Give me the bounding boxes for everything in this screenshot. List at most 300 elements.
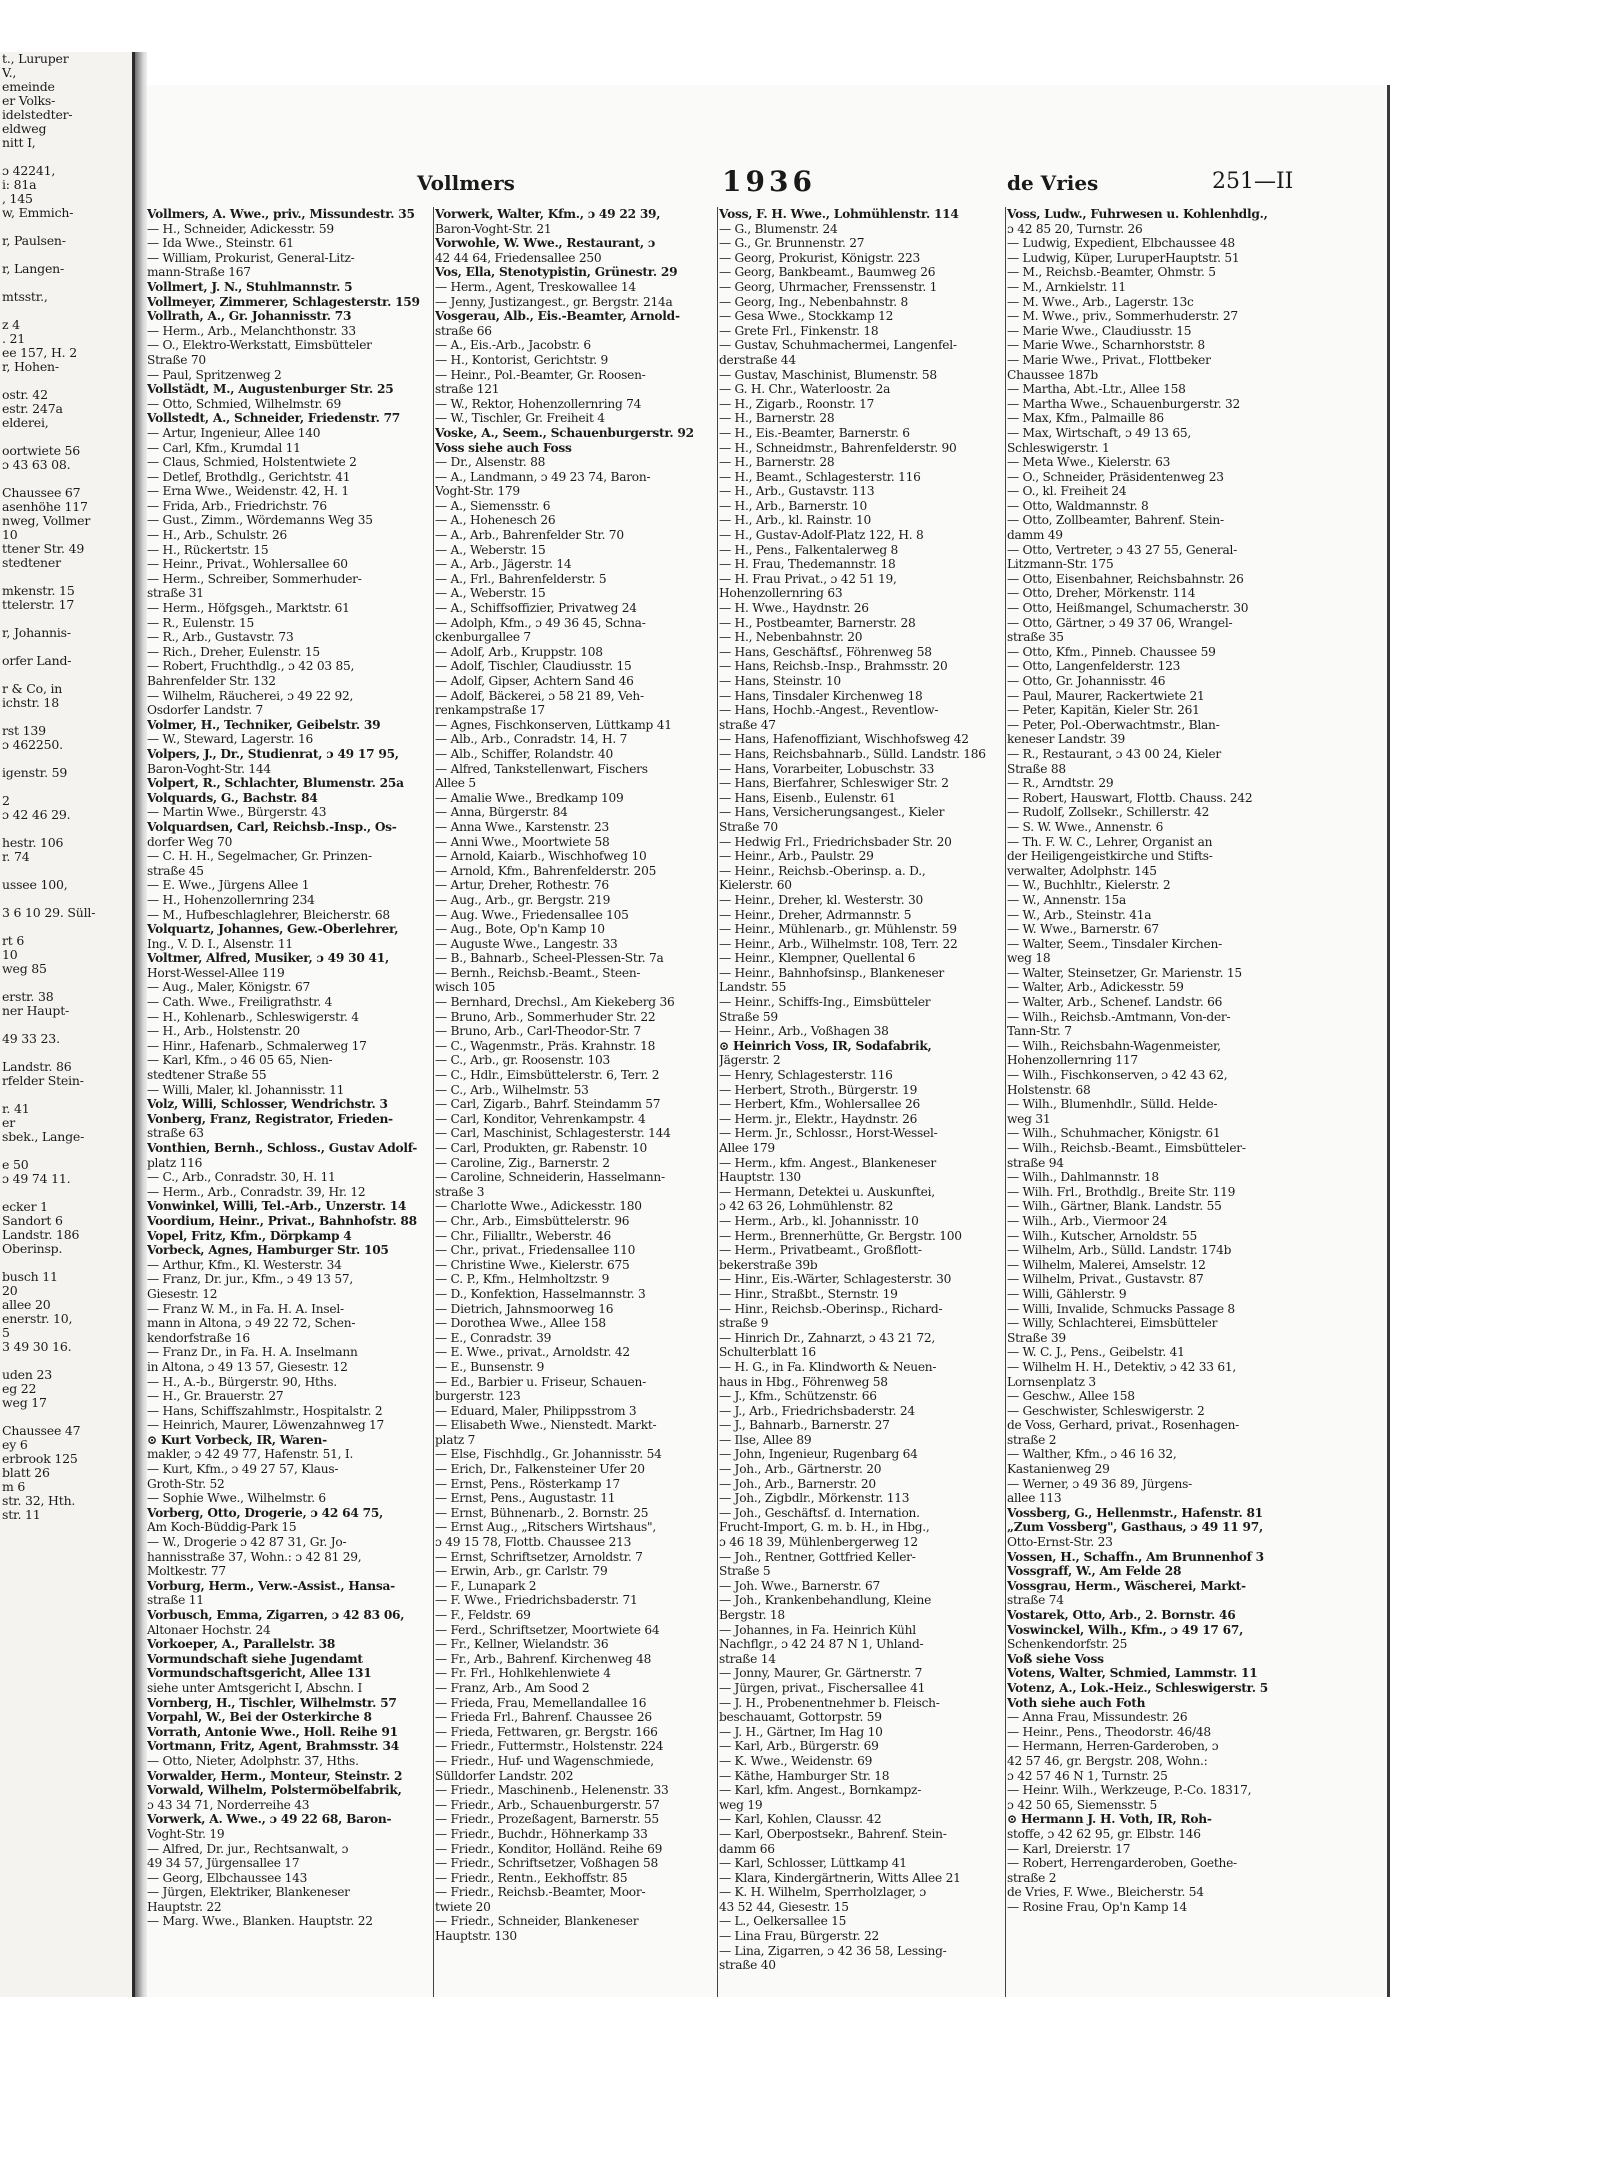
fragment-line [0, 668, 132, 682]
directory-entry: — Otto, Schmied, Wilhelmstr. 69 [147, 396, 341, 411]
directory-entry: — Joh., Rentner, Gottfried Keller- [719, 1549, 916, 1564]
directory-entry: — Bernh., Reichsb.-Beamt., Steen- [435, 965, 641, 980]
directory-entry: straße 94 [1007, 1155, 1064, 1170]
directory-entry: — Friedr., Futtermstr., Holstenstr. 224 [435, 1739, 664, 1754]
directory-entry: — Hans, Versicherungsangest., Kieler [719, 805, 945, 820]
directory-entry: — Heinr., Privat., Wohlersallee 60 [147, 557, 348, 572]
directory-entry: Holstenstr. 68 [1007, 1082, 1091, 1097]
fragment-line: elderei, [2, 415, 49, 430]
fragment-line: blatt 26 [2, 1465, 50, 1480]
directory-entry: — Erna Wwe., Weidenstr. 42, H. 1 [147, 484, 349, 499]
directory-entry: — Heinr., Dreher, Adrmannstr. 5 [719, 907, 912, 922]
directory-entry: — Hans, Steinstr. 10 [719, 674, 841, 688]
directory-entry: — Peter, Kapitän, Kieler Str. 261 [1007, 703, 1200, 718]
directory-entry: — C., Arb., gr. Roosenstr. 103 [435, 1053, 610, 1068]
directory-entry: — Friedr., Arb., Schauenburgerstr. 57 [435, 1797, 660, 1812]
directory-entry: — Otto, Gärtner, ɔ 49 37 06, Wrangel- [1007, 615, 1233, 630]
column-rule [717, 207, 718, 1997]
directory-entry: — H., Zigarb., Roonstr. 17 [719, 396, 875, 411]
fragment-line: emeinde [2, 79, 55, 94]
directory-entry: — William, Prokurist, General-Litz- [147, 250, 355, 265]
directory-entry: — H., Postbeamter, Barnerstr. 28 [719, 615, 916, 630]
directory-entry: verwalter, Adolphstr. 145 [1007, 863, 1157, 878]
fragment-line [0, 1256, 132, 1270]
directory-entry: — Hinr., Hafenarb., Schmalerweg 17 [147, 1038, 367, 1053]
directory-entry: — Joh., Zigbdlr., Mörkenstr. 113 [719, 1491, 910, 1506]
directory-entry: — Herm., Höfgsgeh., Marktstr. 61 [147, 601, 350, 616]
directory-entry: — C., Arb., Wilhelmstr. 53 [435, 1082, 589, 1097]
directory-entry: — H., Barnerstr. 28 [719, 455, 835, 470]
fragment-line: rt 6 [2, 933, 25, 948]
fragment-line [0, 374, 132, 388]
directory-entry: — Eduard, Maler, Philippsstrom 3 [435, 1403, 637, 1418]
directory-entry: — Hinr., Reichsb.-Oberinsp., Richard- [719, 1301, 943, 1316]
directory-entry: — Rosine Frau, Op'n Kamp 14 [1007, 1899, 1188, 1914]
directory-entry: Vossberg, G., Hellenmstr., Hafenstr. 81 [1007, 1505, 1263, 1520]
directory-entry: ⊙ Kurt Vorbeck, IR, Waren- [147, 1432, 327, 1447]
fragment-line: Sandort 6 [2, 1213, 63, 1228]
directory-page [147, 85, 1387, 1997]
directory-entry: siehe unter Amtsgericht I, Abschn. I [147, 1680, 363, 1695]
fragment-line: uden 23 [2, 1367, 52, 1382]
directory-entry: — Ernst Aug., „Ritschers Wirtshaus", [435, 1520, 657, 1535]
directory-entry: — Frida, Arb., Friedrichstr. 76 [147, 498, 327, 513]
directory-entry: — Aug., Arb., gr. Bergstr. 219 [435, 892, 611, 907]
directory-entry: mann in Altona, ɔ 49 22 72, Schen- [147, 1316, 356, 1331]
directory-entry: — Dr., Alsenstr. 88 [435, 455, 546, 470]
directory-entry: Vornberg, H., Tischler, Wilhelmstr. 57 [147, 1695, 397, 1710]
directory-entry: — Herm., Privatbeamt., Großflott- [719, 1243, 922, 1258]
directory-entry: Vollstädt, M., Augustenburger Str. 25 [147, 382, 394, 397]
directory-entry: stoffe, ɔ 42 62 95, gr. Elbstr. 146 [1007, 1826, 1201, 1841]
directory-entry: — Karl, kfm. Angest., Bornkampz- [719, 1783, 922, 1798]
directory-entry: — Ferd., Schriftsetzer, Moortwiete 64 [435, 1622, 660, 1637]
directory-entry: Moltkestr. 77 [147, 1564, 226, 1579]
directory-entry: — Hans, Hafenoffiziant, Wischhofsweg 42 [719, 732, 969, 747]
directory-entry: — Frieda, Frau, Memellandallee 16 [435, 1695, 647, 1710]
directory-entry: — Heinr., Bahnhofsinsp., Blankeneser [719, 965, 944, 980]
directory-entry: straße 121 [435, 382, 500, 397]
directory-entry: — Dietrich, Jahnsmoorweg 16 [435, 1301, 614, 1316]
directory-entry: — Geschwister, Schleswigerstr. 2 [1007, 1403, 1205, 1418]
directory-entry: Vollrath, A., Gr. Johannisstr. 73 [147, 309, 352, 324]
directory-entry: — J. H., Probenentnehmer b. Fleisch- [719, 1695, 940, 1710]
directory-entry: — H., Arb., Schulstr. 26 [147, 528, 288, 543]
directory-entry: — Walter, Steinsetzer, Gr. Marienstr. 15 [1007, 965, 1242, 980]
directory-entry: — Robert, Herrengarderoben, Goethe- [1007, 1856, 1237, 1871]
fragment-line: erbrook 125 [2, 1451, 78, 1466]
directory-entry: — C., Wagenmstr., Präs. Krahnstr. 18 [435, 1038, 656, 1053]
directory-entry: — Friedr., Schneider, Blankeneser [435, 1914, 639, 1929]
fragment-line: er Volks- [2, 93, 56, 108]
directory-entry: makler, ɔ 42 49 77, Hafenstr. 51, I. [147, 1447, 354, 1462]
directory-entry: — Heinr. Wilh., Werkzeuge, P.-Co. 18317, [1007, 1783, 1252, 1798]
fragment-line: w, Emmich- [2, 205, 74, 220]
directory-entry: — Jürgen, Elektriker, Blankeneser [147, 1885, 350, 1900]
fragment-line: , 145 [2, 191, 33, 206]
fragment-line: m 6 [2, 1479, 26, 1494]
directory-entry: Voss, F. H. Wwe., Lohmühlenstr. 114 [719, 207, 959, 221]
directory-entry: — Georg, Elbchaussee 143 [147, 1870, 308, 1885]
directory-entry: der Heiligengeistkirche und Stifts- [1007, 849, 1213, 864]
directory-entry: — Max, Kfm., Palmaille 86 [1007, 411, 1164, 426]
fragment-line: 3 49 30 16. [2, 1339, 72, 1354]
header-left-keyword: Vollmers [417, 171, 515, 195]
directory-entry: — Werner, ɔ 49 36 89, Jürgens- [1007, 1476, 1192, 1491]
column-3 [719, 207, 1004, 1997]
fragment-line [0, 1354, 132, 1368]
directory-entry: Voordium, Heinr., Privat., Bahnhofstr. 88 [147, 1213, 417, 1228]
fragment-line: Landstr. 86 [2, 1059, 72, 1074]
directory-entry: beschauamt, Gottorpstr. 59 [719, 1710, 882, 1725]
directory-entry: Litzmann-Str. 175 [1007, 557, 1114, 572]
directory-entry: — Ilse, Allee 89 [719, 1432, 812, 1447]
entry-columns [147, 207, 1387, 1997]
directory-entry: straße 14 [719, 1651, 776, 1666]
directory-entry: — W., Buchhltr., Kielerstr. 2 [1007, 878, 1171, 893]
directory-entry: — Wilhelm, Räucherei, ɔ 49 22 92, [147, 688, 354, 703]
directory-entry: — John, Ingenieur, Rugenbarg 64 [719, 1447, 918, 1462]
previous-page-fragment [0, 52, 135, 1997]
directory-entry: — Cath. Wwe., Freiligrathstr. 4 [147, 995, 333, 1010]
fragment-line [0, 150, 132, 164]
directory-entry: — Otto, Eisenbahner, Reichsbahnstr. 26 [1007, 571, 1244, 586]
directory-entry: — Bruno, Arb., Carl-Theodor-Str. 7 [435, 1024, 642, 1039]
directory-entry: — J., Arb., Friedrichsbaderstr. 24 [719, 1403, 915, 1418]
directory-entry: — Friedr., Buchdr., Höhnerkamp 33 [435, 1826, 648, 1841]
directory-entry: Vorwohle, W. Wwe., Restaurant, ɔ [435, 236, 656, 251]
fragment-line: oortwiete 56 [2, 443, 81, 458]
column-rule [433, 207, 434, 1997]
fragment-line: eg 22 [2, 1381, 37, 1396]
fragment-line: t., Luruper [2, 52, 69, 66]
directory-entry: — C., Arb., Conradstr. 30, H. 11 [147, 1170, 336, 1185]
directory-entry: — Herm., Brennerhütte, Gr. Bergstr. 100 [719, 1228, 962, 1243]
directory-entry: — Arnold, Kfm., Bahrenfelderstr. 205 [435, 863, 657, 878]
directory-entry: — M. Wwe., Arb., Lagerstr. 13c [1007, 294, 1194, 309]
fragment-line [0, 1144, 132, 1158]
directory-entry: Vossen, H., Schaffn., Am Brunnenhof 3 [1007, 1549, 1264, 1564]
directory-entry: Volquards, G., Bachstr. 84 [147, 790, 318, 805]
fragment-line: stedtener [2, 555, 61, 570]
fragment-line: igenstr. 59 [2, 765, 68, 780]
directory-entry: — W., Arb., Steinstr. 41a [1007, 907, 1152, 922]
directory-entry: — Caroline, Zig., Barnerstr. 2 [435, 1155, 610, 1170]
directory-entry: Volquardsen, Carl, Reichsb.-Insp., Os- [147, 819, 397, 834]
directory-entry: straße 31 [147, 586, 204, 601]
directory-entry: — Friedr., Reichsb.-Beamter, Moor- [435, 1885, 646, 1900]
fragment-line: nitt I, [2, 135, 36, 150]
directory-entry: — H., Nebenbahnstr. 20 [719, 630, 863, 645]
directory-entry: — Hans, Reichsb.-Insp., Brahmsstr. 20 [719, 659, 948, 674]
directory-entry: — Georg, Uhrmacher, Frenssenstr. 1 [719, 279, 938, 294]
directory-entry: — Herbert, Stroth., Bürgerstr. 19 [719, 1082, 918, 1097]
directory-entry: — Aug., Maler, Königstr. 67 [147, 980, 311, 995]
directory-entry: — Arthur, Kfm., Kl. Westerstr. 34 [147, 1257, 342, 1272]
directory-entry: — Walter, Seem., Tinsdaler Kirchen- [1007, 936, 1222, 951]
directory-entry: — A., Weberstr. 15 [435, 586, 546, 601]
directory-entry: Hauptstr. 22 [147, 1899, 222, 1914]
directory-entry: Straße 59 [719, 1009, 778, 1024]
fragment-line: ostr. 42 [2, 387, 48, 402]
directory-entry: — Wilh., Reichsbahn-Wagenmeister, [1007, 1038, 1221, 1053]
directory-entry: — Alb., Arb., Conradstr. 14, H. 7 [435, 732, 628, 747]
directory-entry: — Anna Wwe., Karstenstr. 23 [435, 819, 610, 834]
directory-entry: — Heinr., Pol.-Beamter, Gr. Roosen- [435, 367, 646, 382]
directory-entry: — Hedwig Frl., Friedrichsbader Str. 20 [719, 834, 952, 849]
directory-entry: — M. Wwe., priv., Sommerhuderstr. 27 [1007, 309, 1238, 324]
directory-entry: — Friedr., Konditor, Holländ. Reihe 69 [435, 1841, 663, 1856]
fragment-line: str. 11 [2, 1507, 41, 1522]
directory-entry: — Heinr., Pens., Theodorstr. 46/48 [1007, 1724, 1211, 1739]
fragment-line: r. 41 [2, 1101, 30, 1116]
directory-entry: — Heinr., Schiffs-Ing., Eimsbütteler [719, 995, 931, 1010]
directory-entry: — Carl, Maschinist, Schlagesterstr. 144 [435, 1126, 671, 1141]
directory-entry: Volpert, R., Schlachter, Blumenstr. 25a [147, 776, 404, 791]
directory-entry: — Otto, Gr. Johannisstr. 46 [1007, 674, 1166, 688]
directory-entry: — H., Barnerstr. 28 [719, 411, 835, 426]
directory-entry: — Anna Frau, Missundestr. 26 [1007, 1710, 1188, 1725]
directory-entry: — H., Schneidmstr., Bahrenfelderstr. 90 [719, 440, 957, 455]
directory-entry: straße 11 [147, 1593, 204, 1608]
directory-entry: — H., Pens., Falkentalerweg 8 [719, 542, 899, 557]
directory-entry: haus in Hbg., Föhrenweg 58 [719, 1374, 888, 1389]
directory-entry: de Vries, F. Wwe., Bleicherstr. 54 [1007, 1885, 1204, 1900]
directory-entry: Vosgerau, Alb., Eis.-Beamter, Arnold- [435, 309, 680, 324]
directory-entry: — Adolf, Tischler, Claudiusstr. 15 [435, 659, 632, 674]
directory-entry: — Marie Wwe., Scharnhorststr. 8 [1007, 338, 1205, 353]
fragment-line: busch 11 [2, 1269, 58, 1284]
page-edge [1387, 85, 1390, 1997]
page-number: 251—II [1212, 169, 1294, 194]
directory-entry: stedtener Straße 55 [147, 1068, 267, 1083]
directory-entry: Hauptstr. 130 [435, 1929, 517, 1944]
directory-entry: — Peter, Pol.-Oberwachtmstr., Blan- [1007, 717, 1220, 732]
directory-entry: Vormundschaft siehe Jugendamt [147, 1651, 363, 1666]
directory-entry: — Dorothea Wwe., Allee 158 [435, 1316, 606, 1331]
fragment-line: ee 157, H. 2 [2, 345, 77, 360]
directory-entry: — Hinr., Eis.-Wärter, Schlagesterstr. 30 [719, 1272, 952, 1287]
fragment-line: ɔ 49 74 11. [2, 1171, 71, 1186]
directory-entry: Horst-Wessel-Allee 119 [147, 965, 285, 980]
directory-entry: Vollmeyer, Zimmerer, Schlagesterstr. 159 [147, 294, 420, 309]
fragment-line: ttener Str. 49 [2, 541, 85, 556]
directory-entry: — R., Arndtstr. 29 [1007, 776, 1114, 791]
directory-entry: — J., Kfm., Schützenstr. 66 [719, 1389, 877, 1404]
directory-entry: — W., Rektor, Hohenzollernring 74 [435, 396, 642, 411]
directory-entry: straße 74 [1007, 1593, 1064, 1608]
fragment-line: erstr. 38 [2, 989, 54, 1004]
directory-entry: — Franz Dr., in Fa. H. A. Inselmann [147, 1345, 358, 1360]
directory-entry: keneser Landstr. 39 [1007, 732, 1125, 747]
directory-entry: Vostarek, Otto, Arb., 2. Bornstr. 46 [1007, 1608, 1236, 1622]
directory-entry: platz 7 [435, 1432, 476, 1447]
directory-entry: — Herm., Schreiber, Sommerhuder- [147, 571, 362, 586]
directory-entry: — Otto, Kfm., Pinneb. Chaussee 59 [1007, 644, 1216, 659]
column-4 [1007, 207, 1292, 1997]
directory-entry: — Caroline, Schneiderin, Hasselmann- [435, 1170, 665, 1185]
directory-entry: — Karl, Dreierstr. 17 [1007, 1841, 1131, 1856]
directory-entry: — Alfred, Dr. jur., Rechtsanwalt, ɔ [147, 1841, 349, 1856]
fragment-line: 10 [2, 527, 18, 542]
directory-entry: Vortmann, Fritz, Agent, Brahmsstr. 34 [147, 1739, 399, 1754]
directory-entry: — H., A.-b., Bürgerstr. 90, Hths. [147, 1374, 337, 1389]
fragment-line [0, 1186, 132, 1200]
directory-entry: Voltmer, Alfred, Musiker, ɔ 49 30 41, [147, 951, 389, 966]
directory-entry: — Friedr., Maschinenb., Helenenstr. 33 [435, 1783, 669, 1798]
fragment-line [0, 1088, 132, 1102]
fragment-line: ttelerstr. 17 [2, 597, 75, 612]
column-1 [147, 207, 432, 1997]
directory-entry: — W., Steward, Lagerstr. 16 [147, 732, 313, 747]
directory-entry: ɔ 42 63 26, Lohmühlenstr. 82 [719, 1199, 894, 1214]
directory-entry: — Martha Wwe., Schauenburgerstr. 32 [1007, 396, 1240, 411]
directory-entry: Ing., V. D. I., Alsenstr. 11 [147, 936, 293, 951]
directory-entry: Straße 88 [1007, 761, 1066, 776]
fragment-line: i: 81a [2, 177, 37, 192]
directory-entry: in Altona, ɔ 49 13 57, Giesestr. 12 [147, 1359, 348, 1374]
directory-entry: Giesestr. 12 [147, 1286, 218, 1301]
directory-entry: — Hans, Geschäftsf., Föhrenweg 58 [719, 644, 932, 659]
directory-entry: Landstr. 55 [719, 980, 787, 995]
directory-entry: Nachflgr., ɔ 42 24 87 N 1, Uhland- [719, 1637, 924, 1652]
directory-entry: Volquartz, Johannes, Gew.-Oberlehrer, [147, 922, 399, 937]
directory-entry: — E., Conradstr. 39 [435, 1330, 552, 1345]
fragment-line [0, 1046, 132, 1060]
directory-entry: — Jenny, Justizangest., gr. Bergstr. 214a [435, 294, 673, 309]
directory-entry: — Heinr., Arb., Paulstr. 29 [719, 849, 874, 864]
directory-entry: — Ludwig, Küper, LuruperHauptstr. 51 [1007, 250, 1240, 265]
directory-entry: — Herm., Arb., Conradstr. 39, Hr. 12 [147, 1184, 366, 1199]
directory-entry: — Jonny, Maurer, Gr. Gärtnerstr. 7 [719, 1666, 923, 1681]
directory-entry: — H., Gr. Brauerstr. 27 [147, 1389, 284, 1404]
directory-entry: — Friedr., Schriftsetzer, Voßhagen 58 [435, 1856, 659, 1871]
directory-entry: Vonberg, Franz, Registrator, Frieden- [147, 1111, 393, 1126]
directory-entry: — Arnold, Kaiarb., Wischhofweg 10 [435, 849, 647, 864]
directory-entry: — Carl, Zigarb., Bahrf. Steindamm 57 [435, 1097, 661, 1112]
directory-entry: Vorberg, Otto, Drogerie, ɔ 42 64 75, [147, 1505, 384, 1520]
directory-entry: Baron-Voght-Str. 21 [435, 221, 552, 236]
fragment-line [0, 220, 132, 234]
directory-entry: — Heinr., Mühlenarb., gr. Mühlenstr. 59 [719, 922, 957, 937]
directory-entry: Schenkendorfstr. 25 [1007, 1637, 1128, 1652]
directory-entry: — Anna, Bürgerstr. 84 [435, 805, 568, 820]
directory-entry: — Jürgen, privat., Fischersallee 41 [719, 1680, 926, 1695]
directory-entry: — H., Arb., kl. Rainstr. 10 [719, 513, 872, 528]
directory-entry: — Hans, Reichsbahnarb., Sülld. Landstr. 186 [719, 746, 986, 761]
directory-entry: — Fr., Kellner, Wielandstr. 36 [435, 1637, 609, 1652]
directory-entry: de Voss, Gerhard, privat., Rosenhagen- [1007, 1418, 1240, 1433]
directory-entry: Bahrenfelder Str. 132 [147, 674, 276, 688]
directory-entry: 42 57 46, gr. Bergstr. 208, Wohn.: [1007, 1753, 1208, 1768]
directory-entry: Altonaer Hochstr. 24 [147, 1622, 271, 1637]
directory-entry: — H., Arb., Gustavstr. 113 [719, 484, 875, 499]
directory-entry: — Heinr., Dreher, kl. Westerstr. 30 [719, 892, 923, 907]
directory-entry: — Erwin, Arb., gr. Carlstr. 79 [435, 1564, 608, 1579]
directory-entry: — H., Arb., Holstenstr. 20 [147, 1024, 300, 1039]
page-header [147, 163, 1387, 203]
directory-entry: — H., Gustav-Adolf-Platz 122, H. 8 [719, 528, 924, 543]
directory-entry: — Paul, Spritzenweg 2 [147, 367, 282, 382]
directory-entry: — Ernst, Pens., Augustastr. 11 [435, 1491, 616, 1506]
directory-entry: — Else, Fischhdlg., Gr. Johannisstr. 54 [435, 1447, 662, 1462]
fragment-line [0, 472, 132, 486]
directory-entry: 42 44 64, Friedensallee 250 [435, 250, 602, 265]
fragment-line: weg 17 [2, 1395, 47, 1410]
fragment-line: r. 74 [2, 849, 30, 864]
directory-entry: — Gesa Wwe., Stockkamp 12 [719, 309, 894, 324]
fragment-line [0, 248, 132, 262]
directory-entry: ckenburgallee 7 [435, 630, 531, 645]
directory-entry: — Georg, Bankbeamt., Baumweg 26 [719, 265, 936, 280]
directory-entry: — Robert, Hauswart, Flottb. Chauss. 242 [1007, 790, 1253, 805]
directory-entry: — Herm., Arb., kl. Johannisstr. 10 [719, 1213, 919, 1228]
directory-entry: — J. H., Gärtner, Im Hag 10 [719, 1724, 883, 1739]
fragment-line: ussee 100, [2, 877, 68, 892]
directory-entry: — O., Elektro-Werkstatt, Eimsbütteler [147, 338, 372, 353]
directory-entry: — Georg, Prokurist, Königstr. 223 [719, 250, 921, 265]
directory-entry: Volmer, H., Techniker, Geibelstr. 39 [147, 717, 381, 732]
fragment-line: ichstr. 18 [2, 695, 59, 710]
fragment-line [0, 976, 132, 990]
directory-entry: — H., Arb., Barnerstr. 10 [719, 498, 867, 513]
fragment-line: 49 33 23. [2, 1031, 60, 1046]
directory-entry: ɔ 42 57 46 N 1, Turnstr. 25 [1007, 1768, 1168, 1783]
directory-entry: Schleswigerstr. 1 [1007, 440, 1110, 455]
directory-entry: Am Koch-Büddig-Park 15 [147, 1520, 297, 1535]
directory-entry: ɔ 49 15 78, Flottb. Chaussee 213 [435, 1535, 632, 1550]
directory-entry: — Max, Wirtschaft, ɔ 49 13 65, [1007, 425, 1192, 440]
directory-entry: — Detlef, Brothdlg., Gerichtstr. 41 [147, 469, 351, 484]
directory-entry: Hohenzollernring 63 [719, 586, 843, 601]
fragment-line: orfer Land- [2, 653, 72, 668]
directory-entry: — W., Annenstr. 15a [1007, 892, 1127, 907]
directory-entry: — Grete Frl., Finkenstr. 18 [719, 323, 879, 338]
directory-entry: — M., Reichsb.-Beamter, Ohmstr. 5 [1007, 265, 1216, 280]
directory-entry: — Artur, Ingenieur, Allee 140 [147, 425, 321, 440]
directory-entry: straße 35 [1007, 630, 1064, 645]
fragment-line: 2 [2, 793, 10, 808]
directory-entry: — R., Restaurant, ɔ 43 00 24, Kieler [1007, 746, 1221, 761]
directory-entry: — Otto, Heißmangel, Schumacherstr. 30 [1007, 601, 1249, 616]
directory-entry: — E. Wwe., Jürgens Allee 1 [147, 878, 310, 893]
directory-entry: Straße 70 [147, 352, 206, 367]
fragment-line: idelstedter- [2, 107, 73, 122]
directory-entry: — Adolph, Kfm., ɔ 49 36 45, Schna- [435, 615, 646, 630]
directory-entry: — Henry, Schlagesterstr. 116 [719, 1068, 893, 1083]
directory-entry: — Rich., Dreher, Eulenstr. 15 [147, 644, 320, 659]
fragment-line [0, 1410, 132, 1424]
fragment-line: hestr. 106 [2, 835, 64, 850]
fragment-line: . 21 [2, 331, 26, 346]
directory-entry: — Georg, Ing., Nebenbahnstr. 8 [719, 294, 908, 309]
directory-entry: — Chr., Arb., Eimsbüttelerstr. 96 [435, 1213, 630, 1228]
directory-entry: — Sophie Wwe., Wilhelmstr. 6 [147, 1491, 326, 1506]
directory-entry: — Martha, Abt.-Ltr., Allee 158 [1007, 382, 1186, 397]
fragment-line [0, 640, 132, 654]
directory-entry: mann-Straße 167 [147, 265, 251, 280]
directory-entry: straße 40 [719, 1958, 776, 1973]
directory-entry: — B., Bahnarb., Scheel-Plessen-Str. 7a [435, 951, 664, 966]
directory-entry: — Otto, Langenfelderstr. 123 [1007, 659, 1181, 674]
directory-entry: — Fr. Frl., Hohlkehlenwiete 4 [435, 1666, 611, 1681]
fragment-line: allee 20 [2, 1297, 51, 1312]
directory-entry: — Joh., Arb., Barnerstr. 20 [719, 1476, 876, 1491]
directory-entry: kendorfstraße 16 [147, 1330, 250, 1345]
directory-entry: wisch 105 [435, 980, 496, 995]
fragment-line: estr. 247a [2, 401, 63, 416]
directory-entry: — Hinrich Dr., Zahnarzt, ɔ 43 21 72, [719, 1330, 936, 1345]
